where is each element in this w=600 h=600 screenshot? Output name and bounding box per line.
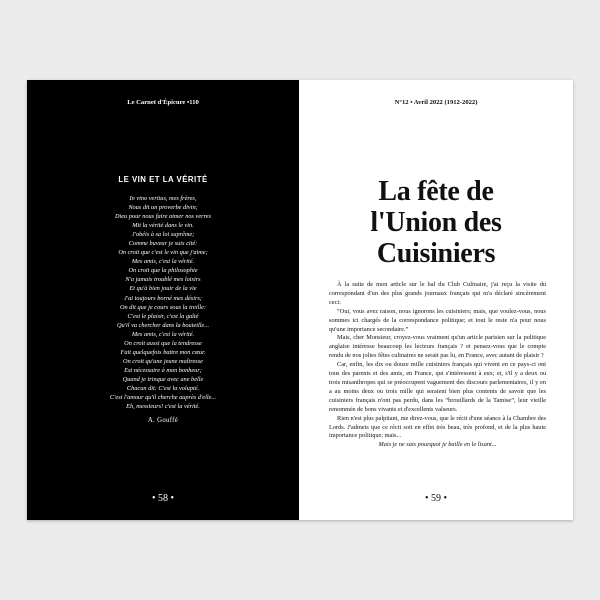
poem-line: Eh, messieurs! c'est la vérité.: [126, 403, 200, 411]
poem-line: N'a jamais troublé mes loisirs: [125, 276, 201, 284]
poem-line: Fait quelquefois battre mon cœur.: [120, 348, 206, 356]
poem-line: J'obéis à sa loi suprême;: [131, 231, 195, 239]
poem-line: C'est l'amour qu'il cherche auprès d'elle...: [109, 394, 217, 402]
left-running-head: Le Carnet d'Épicure •110: [127, 99, 199, 106]
article-paragraph: “Oui, vous avez raison, nous ignorons les cuisiniers; mais, que voulez-vous, nous sommes ici chargés de la correspondance politique; et tout le reste n'a pour nous qu'une importance secondaire.”: [329, 307, 546, 333]
article-paragraph: Mais, cher Monsieur, croyez-vous vraiment qu'un article parisien sur la politique anglaise intéresse beaucoup les lecteurs français ? et pensez-vous que le compte rendu de nos jolies fêtes culinaires ne serait pas lu, en France, avec autant de plaisir ?: [329, 334, 546, 360]
poem-line: Nous dit un proverbe divin;: [128, 204, 198, 212]
poem-line: Mes amis, c'est la vérité.: [131, 258, 195, 266]
article-paragraph: Rien n'est plus palpitant, me direz-vous, que le récit d'une séance à la Chambre des Lords. J'admets que ce récit soit en effet très beau, très profond, et de la plus haute importance politique; mais...: [329, 414, 546, 440]
article-headline: [299, 176, 573, 269]
folio-ornament-right: •: [168, 493, 175, 504]
poem-line: On croit que c'est le vin que j'aime;: [118, 249, 208, 257]
headline-line: l'Union des: [370, 207, 502, 238]
right-folio-number: 59: [431, 493, 441, 504]
article-paragraph: À la suite de mon article sur le bal du Club Culinaire, j'ai reçu la visite du correspondant d'un des plus grands journaux français qui m'a déclaré sincèrement ceci:: [329, 281, 546, 306]
left-folio-number: 58: [158, 493, 168, 504]
left-page: [27, 80, 299, 520]
folio-ornament-left: •: [151, 493, 158, 504]
poem-title: LE VIN ET LA VÉRITÉ: [118, 175, 208, 184]
poem-line: Quand je trinque avec une belle: [122, 375, 204, 383]
right-page: [299, 80, 573, 520]
poem-line: Mit la vérité dans le vin.: [132, 222, 194, 230]
poem-line: Chacun dit: C'est la volupté.: [126, 384, 200, 392]
headline-line: Cuisiniers: [376, 238, 496, 269]
article-body: [329, 281, 546, 450]
poem-author: A. Gouffé: [147, 417, 179, 424]
folio-ornament-left: •: [424, 493, 431, 504]
poem-line: On croit que la philosophie: [128, 267, 198, 275]
poem-line: Est nécessaire à mon bonheur;: [124, 366, 202, 374]
poem-line: On croit aussi que la tendresse: [124, 339, 202, 347]
article-closing-line: Mais je ne sais pourquoi je baille en le lisant...: [378, 441, 497, 449]
poem-line: On croit qu'une jeune maîtresse: [123, 357, 203, 365]
poem-line: Comme buveur je suis cité:: [128, 240, 198, 248]
poem-line: J'ai toujours borné mes désirs;: [124, 294, 202, 302]
left-page-number: [27, 493, 299, 504]
article-paragraph: Car, enfin, les dix ou douze mille cuisiniers français qui vivent en ce pays-ci ont tous des parents et des amis, en France, qui s'intéressent à eux; et, s'il y a deux ou trois misanthropes qui se préoccupent vaguement des discours parlementaires, il y en a au moins deux ou trois mille qui seraient bien plus contents de savoir que les cuisiniers français n'ont pas perdu, dans les “brouillards de la Tamise”, leur vieille renommée de bons vivants et d'excellents valseurs.: [329, 361, 546, 413]
poem-line: On dit que je cours sous la treille:: [120, 303, 206, 311]
poem-line: C'est le plaisir, c'est la gaîté: [127, 312, 199, 320]
folio-ornament-right: •: [441, 493, 448, 504]
headline-line: La fête de: [378, 176, 494, 207]
poem-line: Qu'il va chercher dans la bouteille...: [116, 321, 210, 329]
book-spread: [27, 80, 573, 520]
poem-line: Et qu'à bien jouir de la vie: [129, 285, 197, 293]
poem-line: Dieu pour nous faire aimer nos verres: [114, 213, 212, 221]
right-page-number: [299, 493, 573, 504]
poem-line: In vino veritas, mes frères,: [129, 195, 197, 202]
right-running-head: N°12 • Avril 2022 (1912-2022): [394, 99, 478, 106]
poem-line: Mes amis, c'est la vérité.: [131, 330, 195, 338]
poem: [27, 194, 299, 411]
